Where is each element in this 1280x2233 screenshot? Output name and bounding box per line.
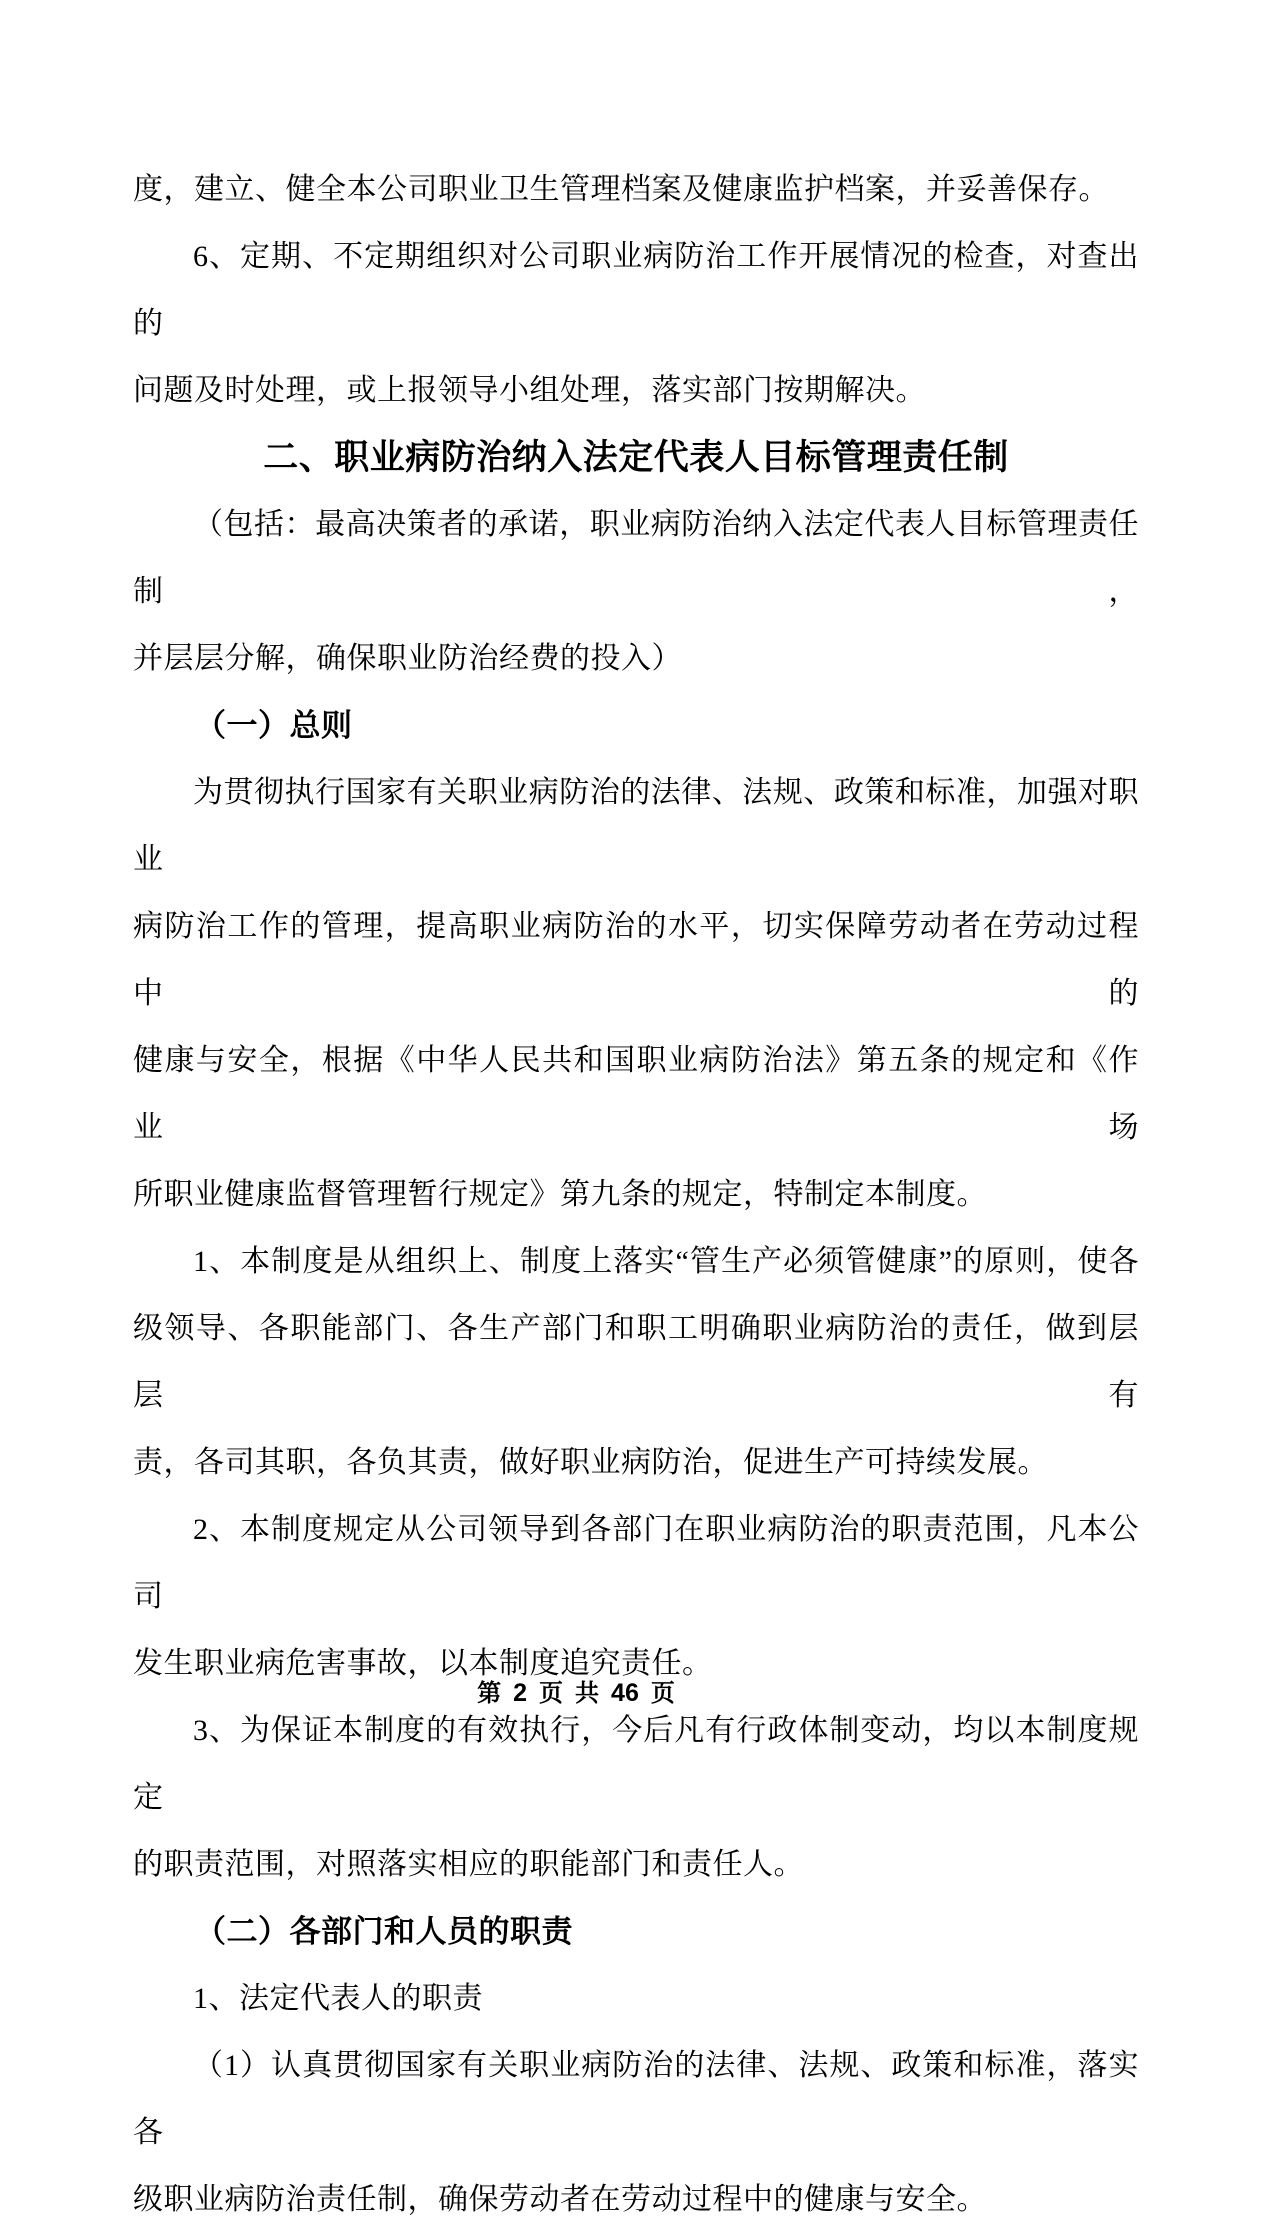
paragraph-line: 问题及时处理，或上报领导小组处理，落实部门按期解决。 [133,374,926,407]
paragraph-line: 责，各司其职，各负其责，做好职业病防治，促进生产可持续发展。 [133,1446,1048,1479]
section-heading: 二、职业病防治纳入法定代表人目标管理责任制 [263,438,1009,477]
paragraph-line: 病防治工作的管理，提高职业病防治的水平，切实保障劳动者在劳动过程中的 [133,910,1139,1010]
paragraph-line: （1）认真贯彻国家有关职业病防治的法律、法规、政策和标准，落实各 [133,2049,1139,2149]
total-pages: 46 [611,1679,639,1707]
paragraph-line: （包括：最高决策者的承诺，职业病防治纳入法定代表人目标管理责任制， [133,508,1139,608]
paragraph-line: 3、为保证本制度的有效执行，今后凡有行政体制变动，均以本制度规定 [133,1714,1139,1814]
paragraph-line: 发生职业病危害事故，以本制度追究责任。 [133,1647,713,1680]
footer-label-pages: 页 [539,1681,564,1707]
paragraph-line: 1、法定代表人的职责 [193,1982,483,2015]
page-footer [471,1678,681,1709]
paragraph-line: 度，建立、健全本公司职业卫生管理档案及健康监护档案，并妥善保存。 [133,173,1109,206]
footer-label-prefix: 第 [477,1681,502,1707]
paragraph-line: 6、定期、不定期组织对公司职业病防治工作开展情况的检查，对查出的 [133,240,1139,340]
paragraph-line: 所职业健康监督管理暂行规定》第九条的规定，特制定本制度。 [133,1178,987,1211]
paragraph-line: 并层层分解，确保职业防治经费的投入） [133,642,682,675]
paragraph-line: 的职责范围，对照落实相应的职能部门和责任人。 [133,1848,804,1881]
document-body [133,156,1139,2233]
subsection-heading: （一）总则 [195,708,353,743]
paragraph-line: 2、本制度规定从公司领导到各部门在职业病防治的职责范围，凡本公司 [133,1513,1139,1613]
subsection-heading: （二）各部门和人员的职责 [195,1914,573,1949]
footer-label-suffix: 页 [650,1681,675,1707]
paragraph-line: 1、本制度是从组织上、制度上落实“管生产必须管健康”的原则，使各 [193,1245,1139,1278]
paragraph-line: 级职业病防治责任制，确保劳动者在劳动过程中的健康与安全。 [133,2183,987,2216]
footer-label-of: 共 [575,1681,600,1707]
paragraph-line: 健康与安全，根据《中华人民共和国职业病防治法》第五条的规定和《作业场 [133,1044,1139,1144]
paragraph-line: 为贯彻执行国家有关职业病防治的法律、法规、政策和标准，加强对职业 [133,776,1139,876]
paragraph-line: 级领导、各职能部门、各生产部门和职工明确职业病防治的责任，做到层层有 [133,1312,1139,1412]
page-number: 2 [513,1679,528,1707]
